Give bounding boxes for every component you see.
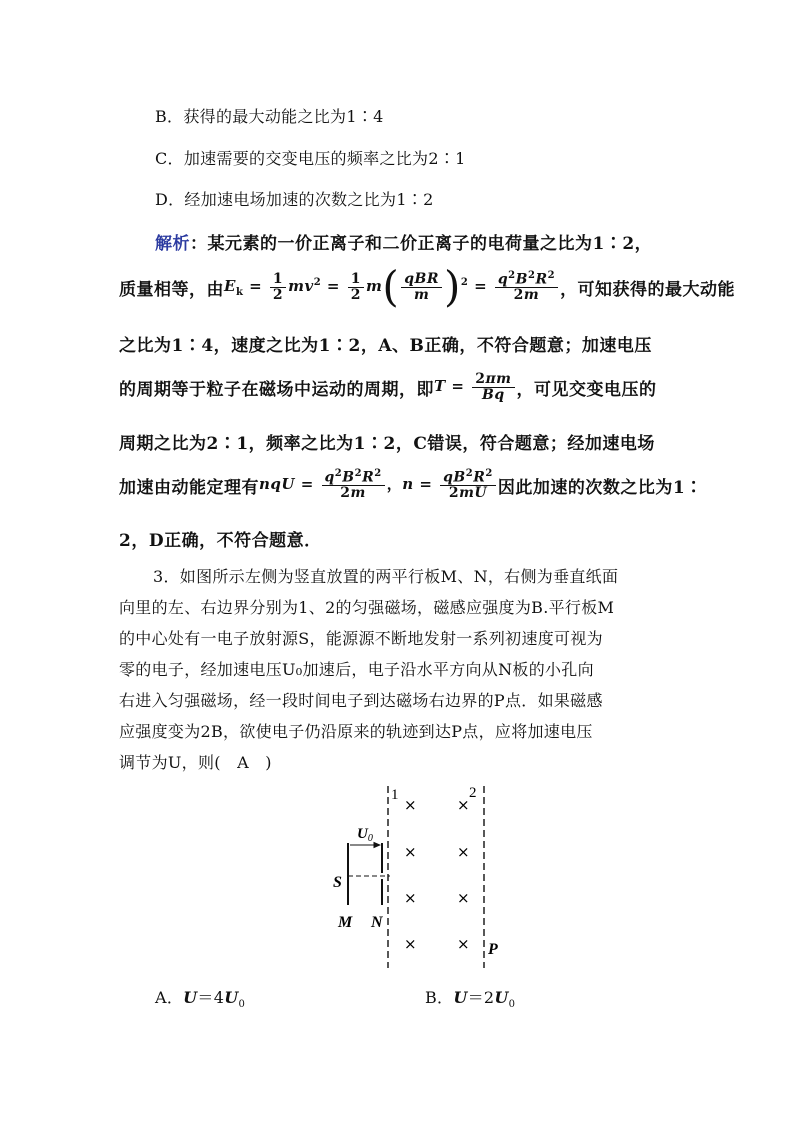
choice-b-var: U [453,988,468,1007]
field-cross: × [457,935,470,953]
choice-a-sub: 0 [238,999,246,1011]
analysis-text-4b: ，可见交变电压的 [516,379,657,400]
source-s-label: S [333,874,342,891]
choice-b [425,985,515,1010]
analysis-line-7: 2，D正确，不符合题意． [119,531,322,551]
choice-a-var2: U [224,988,239,1007]
question3-line-7: 调节为U，则( A ) [119,753,272,772]
analysis-label: 解析 [155,234,190,254]
analysis-text-6a: 加速由动能定理有 [119,477,259,498]
choice-a-var: U [183,988,198,1007]
analysis-text-1: ：某元素的一价正离子和二价正离子的电荷量之比为1∶2， [190,234,653,254]
field-cross: × [457,843,470,861]
work-energy-formula: nqU = $\frac{q^2B^2R^2}{2m}$ ，n = $\frac{qB^2R^2}{2mU}$ [259,469,498,501]
point-p-label: P [488,941,498,958]
period-formula: T = $\frac{2\pi m}{Bq}$ [434,372,517,402]
question3-line-5: 右进入匀强磁场，经一段时间电子到达磁场右边界的P点．如果磁感 [119,691,603,710]
analysis-text-2b: ，可知获得的最大动能 [560,279,736,300]
plate-m-label: M [338,914,353,931]
voltage-label: $U_0$ [357,826,373,844]
question3-line-3: 的中心处有一电子放射源S，能源源不断地发射一系列初速度可视为 [119,629,603,648]
choice-b-eq: ＝2 [467,988,495,1007]
analysis-text-4a: 的周期等于粒子在磁场中运动的周期，即 [119,379,434,400]
analysis-line-3: 之比为1∶4，速度之比为1∶2，A、B正确，不符合题意；加速电压 [119,336,652,356]
analysis-line-5: 周期之比为2∶1，频率之比为1∶2，C错误，符合题意；经加速电场 [119,434,655,454]
choice-b-sub: 0 [508,999,516,1011]
question3-line-6: 应强度变为2B，欲使电子仍沿原来的轨迹到达P点，应将加速电压 [119,722,593,741]
option-d: D．经加速电场加速的次数之比为1∶2 [155,190,434,209]
option-b: B．获得的最大动能之比为1∶4 [155,107,384,126]
field-cross: × [404,796,417,814]
magnetic-field-figure [330,783,530,973]
kinetic-energy-formula: $E_k$ = $\frac{1}{2}$ $mv^2$ = $\frac{1}{2}$ m( $\frac{\text{qBR}}{m}$ )$^2$ = $\frac{q^2B^2R^2}{2m}$ [224,270,560,304]
analysis-line-4 [119,362,657,412]
choice-b-var2: U [494,988,509,1007]
analysis-line-1 [155,229,652,254]
field-cross: × [404,843,417,861]
analysis-text-2a: 质量相等，由 [119,279,224,300]
analysis-line-2 [119,262,735,312]
field-cross: × [404,935,417,953]
choice-a-eq: ＝4 [197,988,225,1007]
choice-a [155,985,245,1010]
analysis-text-6b: 因此加速的次数之比为1∶ [497,477,703,498]
field-cross: × [457,796,470,814]
field-cross: × [404,889,417,907]
choice-b-label: B． [425,988,454,1007]
plate-n-label: N [371,914,383,931]
boundary-2-label: 2 [469,785,477,801]
boundary-1-label: 1 [391,787,399,803]
field-cross: × [457,889,470,907]
question3-line-1: 3．如图所示左侧为竖直放置的两平行板M、N，右侧为垂直纸面 [153,567,619,586]
option-c: C．加速需要的交变电压的频率之比为2∶1 [155,149,466,168]
question3-line-4: 零的电子，经加速电压U₀加速后，电子沿水平方向从N板的小孔向 [119,660,594,679]
choice-a-label: A． [155,988,184,1007]
question3-line-2: 向里的左、右边界分别为1、2的匀强磁场，磁感应强度为B.平行板M [119,598,615,617]
analysis-line-6 [119,460,703,510]
